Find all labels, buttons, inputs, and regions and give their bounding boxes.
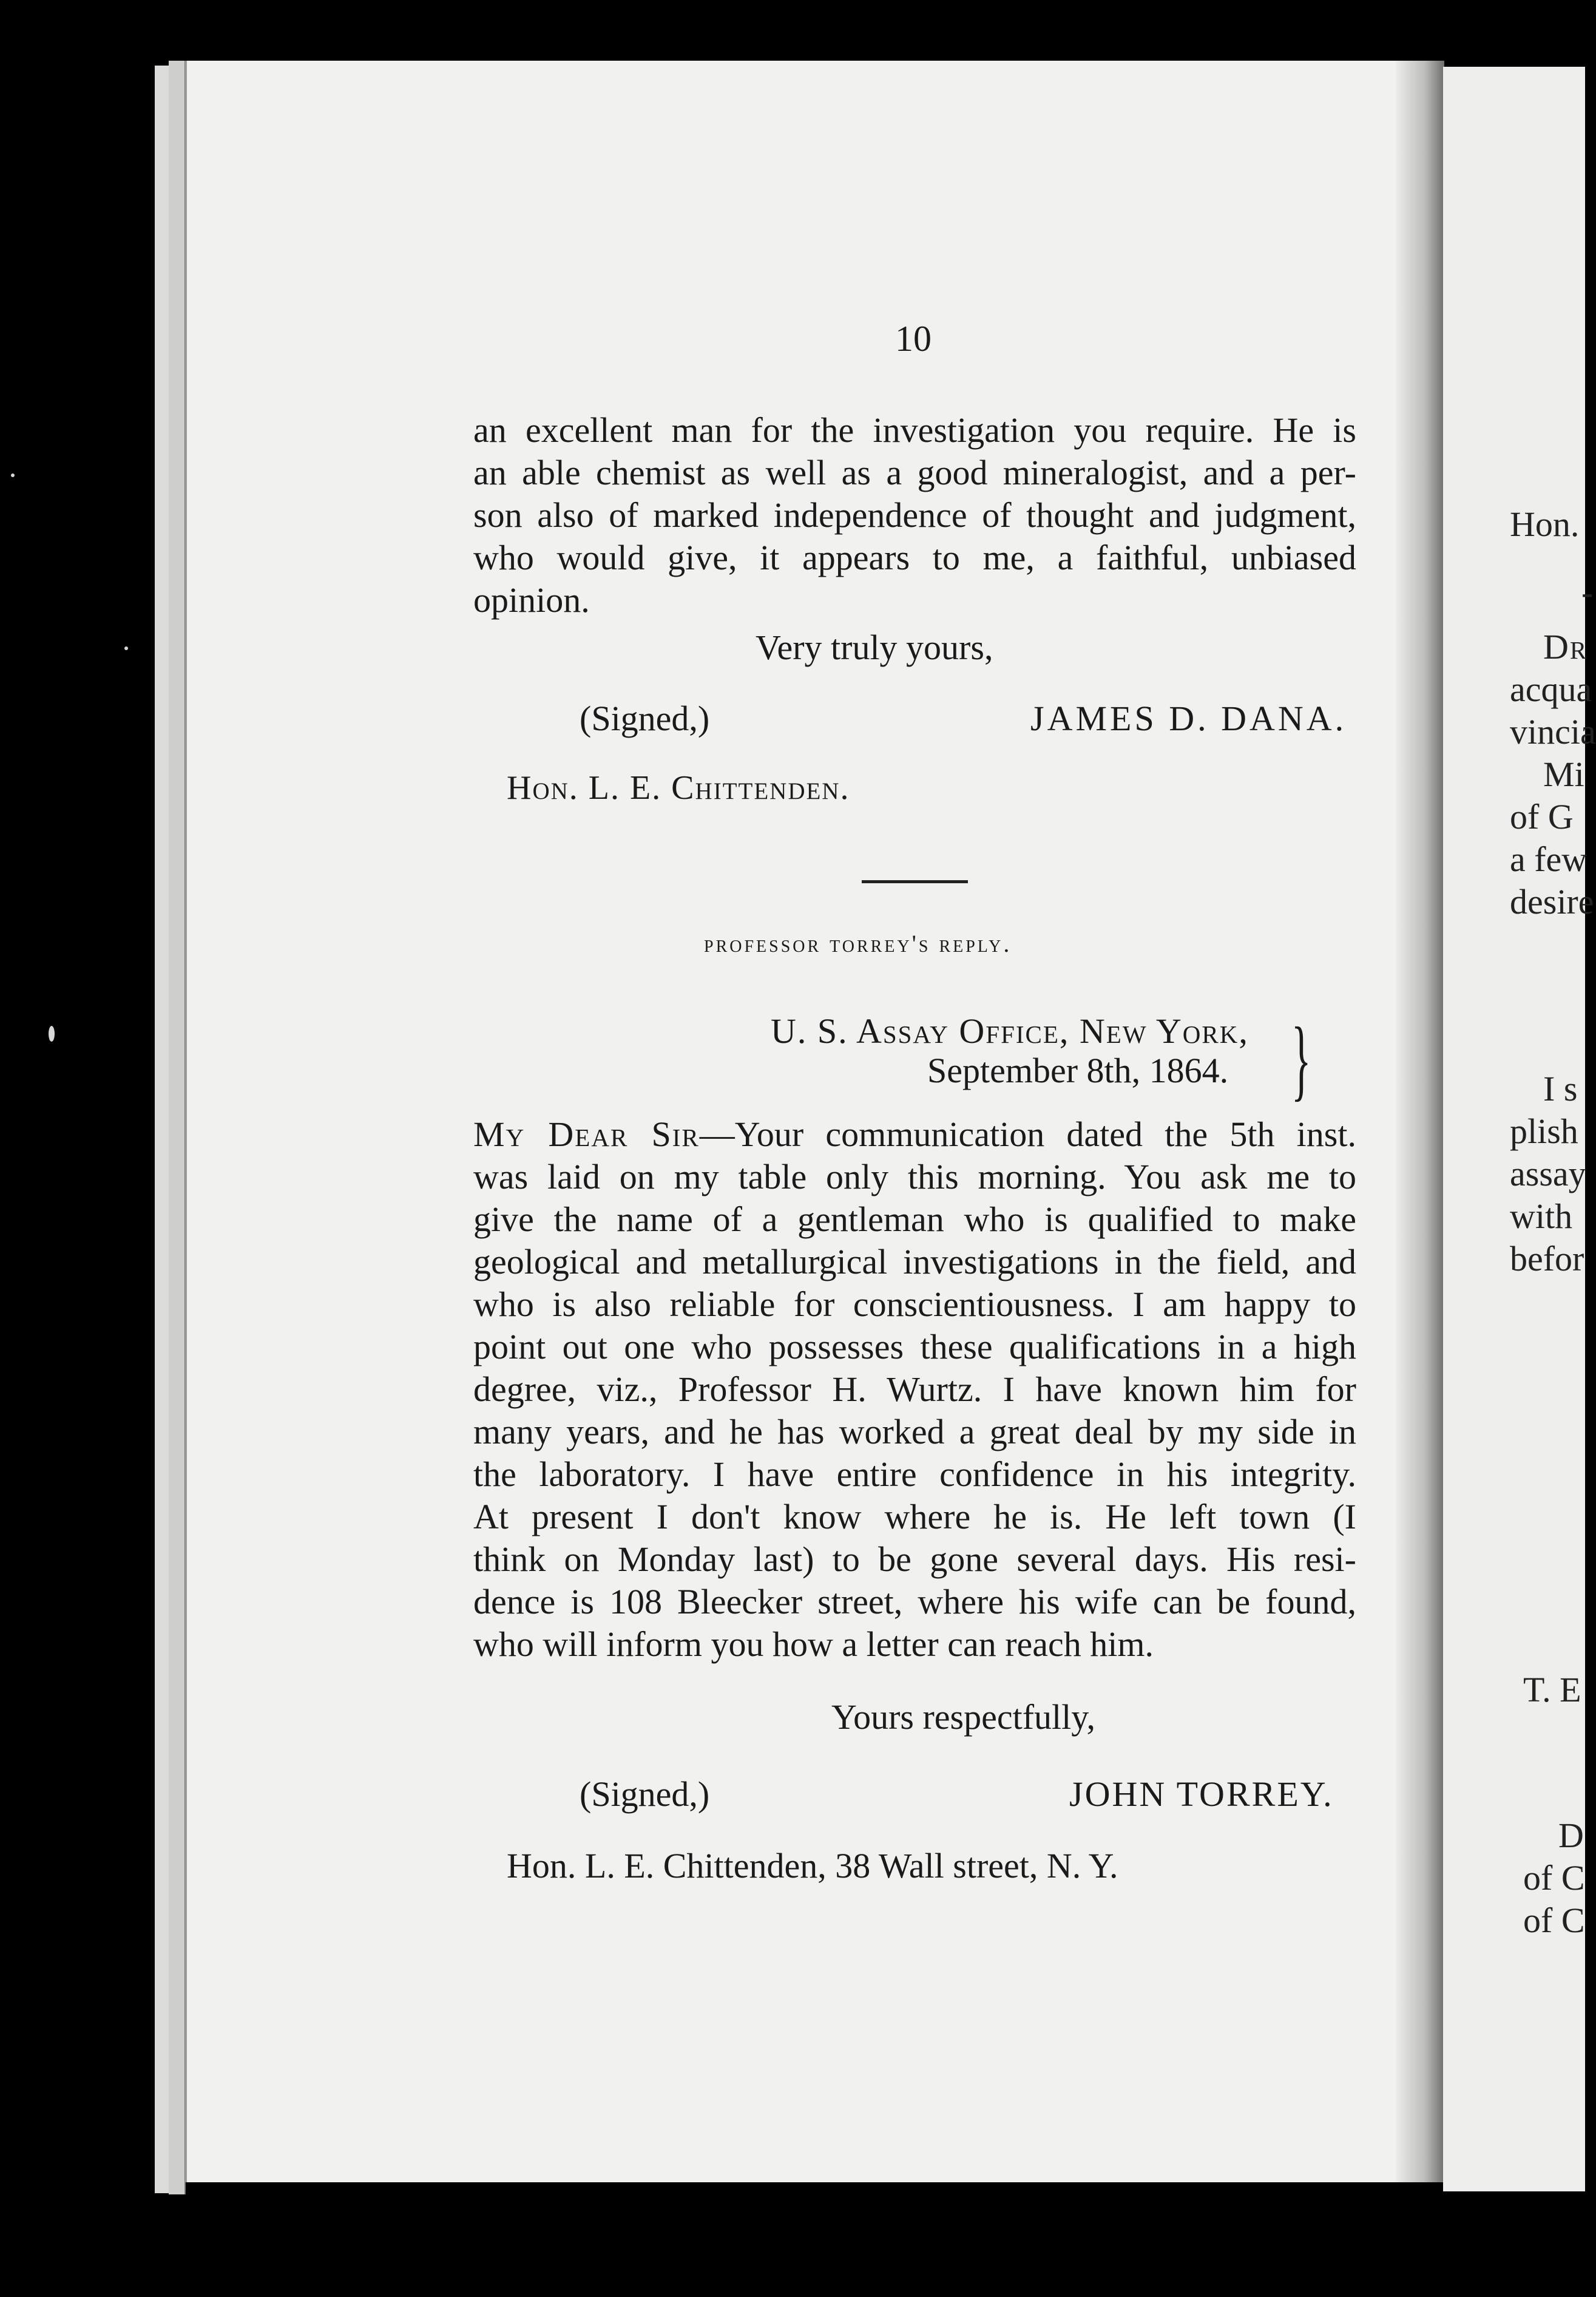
facing-fragment: I s <box>1543 1069 1578 1108</box>
salutation: My Dear Sir <box>473 1115 700 1154</box>
facing-fragment: desire <box>1510 882 1594 921</box>
torrey-letter-line: dence is 108 Bleecker street, where his wife can be found, <box>473 1582 1356 1621</box>
page-edge-inner <box>169 61 186 2194</box>
facing-fragment: with <box>1510 1196 1573 1236</box>
facing-fragment: vincia <box>1510 712 1596 752</box>
facing-fragment: D <box>1558 1816 1584 1855</box>
dana-letter-line: opinion. <box>473 580 590 620</box>
dana-signature: JAMES D. DANA. <box>1030 699 1347 738</box>
torrey-letter-line <box>473 1117 1356 1152</box>
facing-fragment: of G <box>1510 797 1574 836</box>
facing-fragment: T. E <box>1523 1670 1581 1709</box>
dana-letter-line: son also of marked independence of thought and judgment, <box>473 495 1356 535</box>
facing-page <box>1443 67 1596 2191</box>
section-heading: professor torrey's reply. <box>704 930 1012 957</box>
letter-place <box>771 1011 1249 1051</box>
facing-fragment: befor <box>1510 1239 1584 1278</box>
torrey-letter-line: geological and metallurgical investigations in the field, and <box>473 1242 1356 1281</box>
torrey-letter-line: many years, and he has worked a great deal by my side in <box>473 1412 1356 1451</box>
facing-fragment: Hon. <box>1510 504 1580 544</box>
torrey-letter-line: point out one who possesses these qualifications in a high <box>473 1327 1356 1366</box>
scan-speck <box>124 646 128 650</box>
place-text: U. S. Assay Office, New York, <box>771 1011 1249 1051</box>
scan-speck <box>11 473 15 477</box>
scan-speck <box>49 1026 55 1042</box>
torrey-letter-line: At present I don't know where he is. He left town (I <box>473 1497 1356 1536</box>
torrey-closing: Yours respectfully, <box>831 1697 1095 1737</box>
torrey-letter-line: give the name of a gentleman who is qualified to make <box>473 1199 1356 1239</box>
dana-addressee: Hon. L. E. Chittenden. <box>507 769 850 807</box>
torrey-letter-line: think on Monday last) to be gone several days. His resi- <box>473 1539 1356 1579</box>
dana-letter-line: an able chemist as well as a good mineralogist, and a per- <box>473 453 1356 492</box>
page-gutter-shadow <box>1396 61 1444 2182</box>
dana-letter-line: an excellent man for the investigation you require. He is <box>473 410 1356 450</box>
dana-signed-label: (Signed,) <box>580 699 710 738</box>
section-divider <box>862 880 968 883</box>
facing-fragment: of C <box>1523 1858 1585 1898</box>
facing-fragment: Mi <box>1543 755 1584 794</box>
torrey-letter-line: degree, viz., Professor H. Wurtz. I have known him for <box>473 1369 1356 1409</box>
facing-fragment: acqua <box>1510 670 1592 709</box>
facing-fragment: a few <box>1510 840 1588 879</box>
torrey-letter-line: who will inform you how a letter can reach him. <box>473 1624 1154 1664</box>
dana-closing: Very truly yours, <box>756 628 993 667</box>
torrey-addressee: Hon. L. E. Chittenden, 38 Wall street, N. Y. <box>507 1846 1118 1885</box>
torrey-line-text: —Your communication dated the 5th inst. <box>699 1115 1356 1154</box>
brace-glyph: } <box>1291 1009 1311 1110</box>
dana-letter-line: who would give, it appears to me, a faithful, unbiased <box>473 538 1356 577</box>
torrey-letter-line: who is also reliable for conscientiousness. I am happy to <box>473 1284 1356 1324</box>
facing-fragment: plish <box>1510 1111 1578 1151</box>
page-number: 10 <box>895 319 932 359</box>
facing-fragment: assay <box>1510 1154 1586 1193</box>
facing-fragment: Dr <box>1543 627 1588 667</box>
torrey-signed-label: (Signed,) <box>580 1774 710 1814</box>
facing-fragment: of C <box>1523 1901 1585 1940</box>
torrey-letter-line: was laid on my table only this morning. You ask me to <box>473 1157 1356 1196</box>
facing-fragment: - <box>1581 572 1594 612</box>
torrey-letter-line: the laboratory. I have entire confidence in his integrity. <box>473 1454 1356 1494</box>
letter-date: September 8th, 1864. <box>927 1051 1229 1090</box>
torrey-signature: JOHN TORREY. <box>1069 1774 1334 1814</box>
